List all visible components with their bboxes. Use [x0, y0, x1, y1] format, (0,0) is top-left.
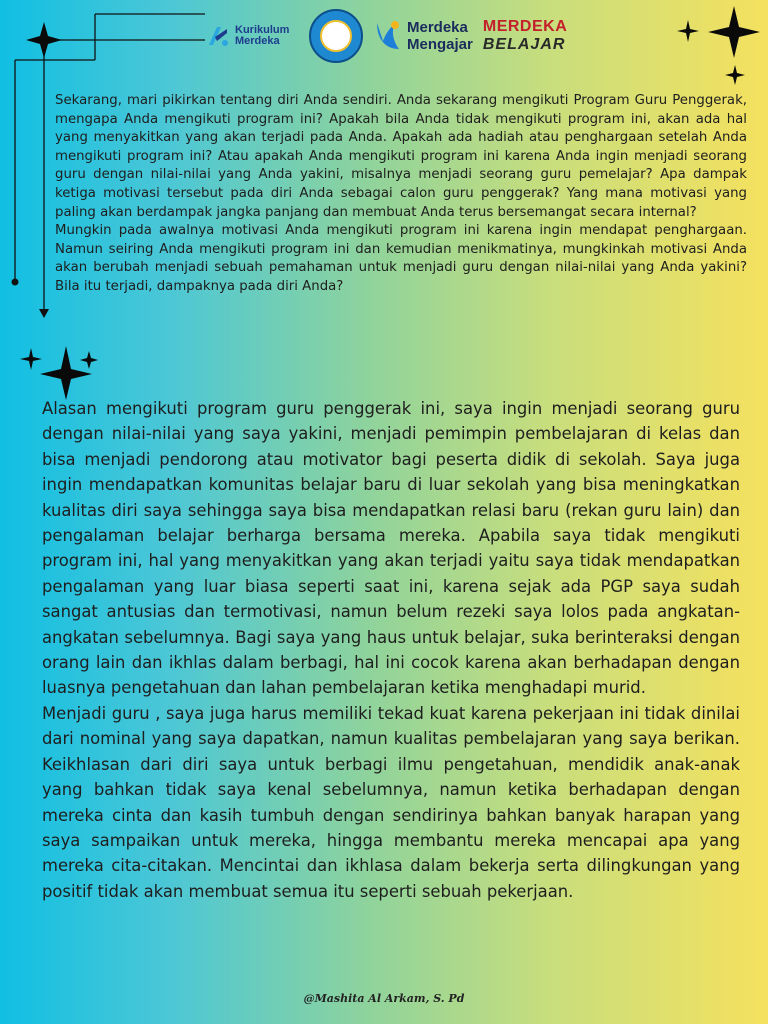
kurikulum-merdeka-icon [205, 23, 231, 49]
merdeka-belajar-logo [483, 18, 567, 54]
prompt-paragraph-2: Mungkin pada awalnya motivasi Anda mengikuti program ini karena ingin mendapat penghargaan. Namun seiring Anda mengikuti program ini dan kemudian menikmatinya, mungkinkah motivasi Anda akan berubah menjadi sebuah pemahaman untuk menjadi guru dengan nilai-nilai yang Anda yakini? Bila itu terjadi, dampaknya pada diri Anda? [55, 223, 747, 294]
mb-line2: BELAJAR [482, 36, 566, 53]
sparkle-star-icon [40, 346, 92, 400]
kurikulum-line2: Merdeka [235, 35, 280, 47]
kurikulum-line1: Kurikulum [235, 24, 290, 36]
mb-line1: MERDEKA [482, 18, 568, 35]
mm-line1: Merdeka [407, 19, 468, 36]
answer-paragraph-1: Alasan mengikuti program guru penggerak ini, saya ingin menjadi seorang guru dengan nilai-nilai yang saya yakini, menjadi pemimpin pembelajaran di kelas dan bisa menjadi pendorong atau motivator bagi peserta didik di sekolah. Saya juga ingin mendapatkan komunitas belajar baru di luar sekolah yang bisa meningkatkan kualitas diri saya sehingga saya bisa mendapatkan relasi baru (rekan guru lain) dan pengalaman belajar berharga bersama mereka. Apabila saya tidak mengikuti program ini, hal yang menyakitkan yang akan terjadi yaitu saya tidak mendapatkan pengalaman yang luar biasa seperti saat ini, karena sejak ada PGP saya sudah sangat antusias dan termotivasi, namun belum rezeki saya lolos pada angkatan-angkatan sebelumnya. Bagi saya yang haus untuk belajar, suka berinteraksi dengan orang lain dan ikhlas dalam berbagi, hal ini cocok karena akan berhadapan dengan luasnya pengetahuan dan lahan pembelajaran ketika menghadapi murid. [42, 399, 740, 698]
author-signature: @Mashita Al Arkam, S. Pd [303, 992, 465, 1005]
arrow-down-icon [39, 309, 49, 318]
sparkle-star-icon [725, 65, 745, 85]
prompt-paragraph-1: Sekarang, mari pikirkan tentang diri Anda sendiri. Anda sekarang mengikuti Program Guru Penggerak, mengapa Anda mengikuti program ini? Apakah bila Anda tidak mengikuti program ini, akan ada hal yang menyakitkan yang akan terjadi pada Anda. Apakah ada hadiah atau penghargaan setelah Anda mengikuti program ini? Atau apakah Anda mengikuti program ini karena Anda ingin menjadi seorang guru dengan nilai-nilai yang Anda yakini, misalnya menjadi seorang guru pemelajar? Apa dampak ketiga motivasi tersebut pada diri Anda sebagai calon guru penggerak? Yang mana motivasi yang paling akan berdampak jangka panjang dan membuat Anda terus bersemangat secara internal? [55, 93, 747, 220]
merdeka-mengajar-icon [373, 19, 403, 53]
kurikulum-merdeka-logo [205, 23, 305, 49]
sparkle-star-icon [80, 351, 98, 369]
sparkle-star-icon [708, 6, 760, 58]
header-logos [205, 10, 567, 62]
sparkle-star-icon [20, 348, 42, 370]
answer-paragraph-2: Menjadi guru , saya juga harus memiliki tekad kuat karena pekerjaan ini tidak dinilai dari nominal yang saya dapatkan, namun kualitas pembelajaran yang saya berikan. Keikhlasan dari diri saya untuk berbagi ilmu pengetahuan, mendidik anak-anak yang bahkan tidak saya kenal sebelumnya, namun ketika berhadapan dengan mereka cinta dan kasih tumbuh dengan sendirinya bahkan banyak harapan yang saya sampaikan untuk mereka, hingga membantu mereka mencapai apa yang mereka cita-citakan. Mencintai dan ikhlasa dalam bekerja serta dilingkungan yang positif tidak akan membuat semua itu seperti sebuah pekerjaan. [42, 703, 740, 901]
tut-wuri-handayani-emblem [309, 9, 363, 63]
circle-dot-icon [12, 279, 19, 286]
mm-line2: Mengajar [407, 36, 473, 53]
emblem-inner [320, 20, 352, 52]
reflection-prompt [55, 92, 747, 297]
reflection-answer [42, 396, 740, 904]
sparkle-star-icon [26, 22, 62, 58]
merdeka-mengajar-logo [373, 19, 473, 53]
sparkle-star-icon [677, 20, 699, 42]
